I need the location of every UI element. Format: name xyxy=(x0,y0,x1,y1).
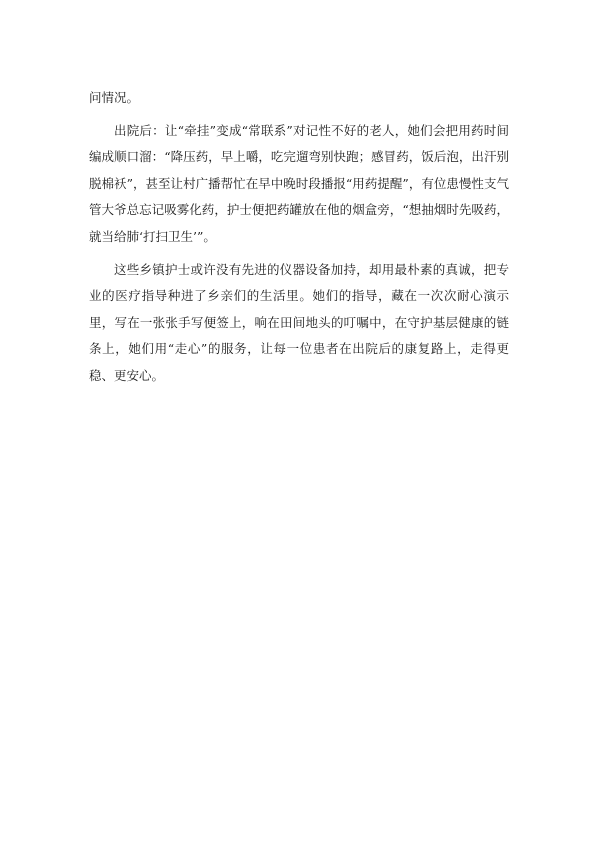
paragraph-conclusion: 这些乡镇护士或许没有先进的仪器设备加持，却用最朴素的真诚，把专业的医疗指导种进了乡亲们的生活里。她们的指导，藏在一次次耐心演示里，写在一张张手写便签上，响在田间地头的叮嘱中，在守护基层健康的链条上，她们用“走心”的服务，让每一位患者在出院后的康复路上，走得更稳、更安心。 xyxy=(89,261,509,383)
paragraph-after-discharge: 出院后：让“牵挂”变成“常联系”对记性不好的老人，她们会把用药时间编成顺口溜：“降压药，早上嚼，吃完遛弯别快跑；感冒药，饭后泡，出汗别脱棉袄”，甚至让村广播帮忙在早中晚时段播报“用药提醒”，有位患慢性支气管大爷总忘记吸雾化药，护士便把药罐放在他的烟盒旁，“想抽烟时先吸药，就当给肺‘打扫卫生’”。 xyxy=(89,122,509,244)
body-text xyxy=(89,85,509,390)
paragraph-continuation: 问情况。 xyxy=(89,90,140,105)
